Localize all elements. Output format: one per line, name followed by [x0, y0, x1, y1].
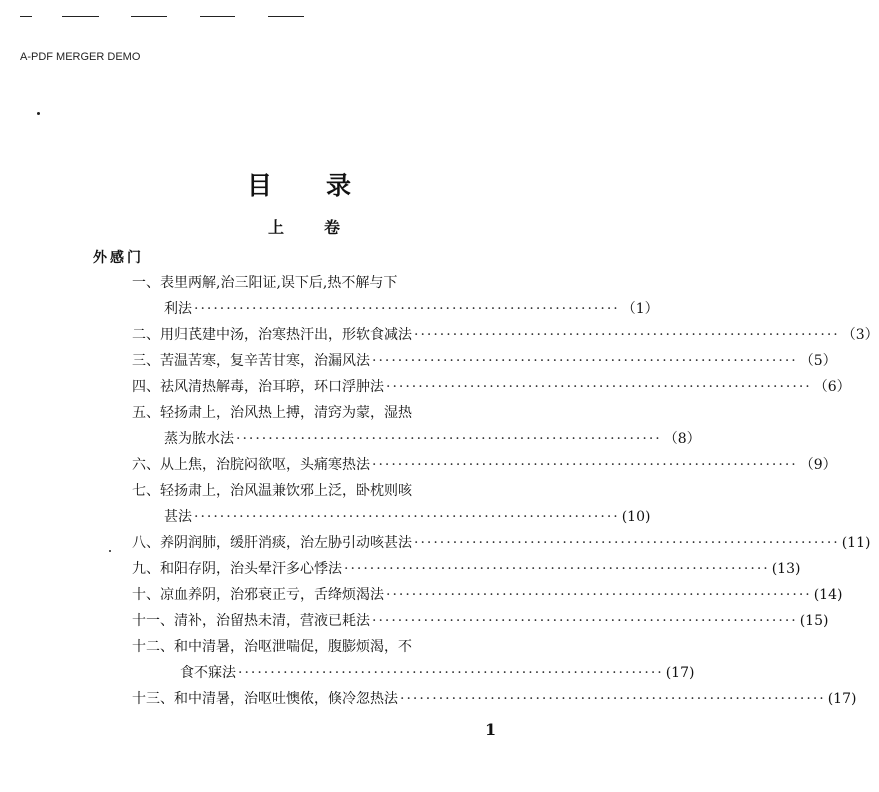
- page-number: 1: [485, 720, 497, 739]
- toc-page-ref: （6）: [813, 379, 851, 395]
- toc-entry-text: 八、养阴润肺，缓肝消痰，治左胁引动咳甚法: [132, 535, 412, 551]
- toc-entry-text: 甚法: [164, 509, 192, 525]
- toc-line: [132, 634, 522, 660]
- leader-dots: ··································································: [194, 509, 620, 525]
- leader-dots: ··································································: [414, 535, 840, 551]
- toc-entry-text: 十三、和中清暑，治呕吐懊侬，倏冷忽热法: [132, 691, 398, 707]
- header-rule-5: [268, 16, 304, 17]
- toc-line: [132, 478, 522, 504]
- toc-line: [132, 400, 522, 426]
- leader-dots: ··································································: [344, 561, 770, 577]
- toc-entry-text: 九、和阳存阴，治头晕汗多心悸法: [132, 561, 342, 577]
- toc-entry-text: 三、苦温苦寒，复辛苦甘寒，治漏风法: [132, 353, 370, 369]
- leader-dots: ··································································: [400, 691, 826, 707]
- toc-entry-text: 二、用归芪建中汤，治寒热汗出，形软食减法: [132, 327, 412, 343]
- scan-speck: [37, 112, 40, 115]
- toc-line: [132, 452, 837, 478]
- header-rule-3: [131, 16, 167, 17]
- toc-entry-text: 七、轻扬肃上，治风温兼饮邪上泛，卧枕则咳: [132, 483, 412, 499]
- section-heading: 外感门: [93, 250, 144, 266]
- watermark-text: A-PDF MERGER DEMO: [20, 51, 141, 63]
- toc-entry-text: 五、轻扬肃上，治风热上搏，清窍为蒙，湿热: [132, 405, 412, 421]
- header-rule-4: [200, 16, 235, 17]
- toc-page-ref: (17): [665, 665, 695, 681]
- toc-line: [132, 374, 851, 400]
- toc-entry-text: 十二、和中清暑，治呕泄喘促，腹膨烦渴，不: [132, 639, 412, 655]
- toc-entry-text: 利法: [164, 301, 192, 317]
- toc-page-ref: (17): [827, 691, 857, 707]
- toc-line: [164, 504, 651, 530]
- toc-line: [132, 322, 879, 348]
- toc-line: [180, 660, 695, 686]
- leader-dots: ··································································: [238, 665, 664, 681]
- leader-dots: ··································································: [386, 587, 812, 603]
- toc-page-ref: （8）: [663, 431, 701, 447]
- toc-page-ref: (14): [813, 587, 843, 603]
- toc-line: [132, 270, 522, 296]
- leader-dots: ··································································: [372, 457, 798, 473]
- toc-entry-text: 一、表里两解,治三阳证,误下后,热不解与下: [132, 275, 398, 291]
- page-title: 目录: [246, 171, 405, 200]
- toc-line: [164, 296, 659, 322]
- toc-entry-text: 蒸为脓水法: [164, 431, 234, 447]
- leader-dots: ··································································: [372, 353, 798, 369]
- volume-heading: 上卷: [267, 218, 380, 237]
- toc-line: [132, 686, 857, 712]
- toc-entry-text: 六、从上焦，治脘闷欲呕，头痛寒热法: [132, 457, 370, 473]
- toc-entry-text: 食不寐法: [180, 665, 236, 681]
- toc-line: [132, 556, 801, 582]
- toc-line: [164, 426, 701, 452]
- toc-page-ref: （3）: [841, 327, 879, 343]
- toc-line: [132, 530, 871, 556]
- scan-speck: [109, 550, 111, 552]
- header-rule-1: [20, 16, 32, 17]
- toc-page-ref: （9）: [799, 457, 837, 473]
- toc-line: [132, 582, 843, 608]
- toc-entry-text: 四、祛风清热解毒，治耳聤，环口浮肿法: [132, 379, 384, 395]
- header-rule-2: [62, 16, 99, 17]
- toc-line: [132, 608, 829, 634]
- leader-dots: ··································································: [236, 431, 662, 447]
- toc-page-ref: (10): [621, 509, 651, 525]
- toc-page-ref: (11): [841, 535, 871, 551]
- leader-dots: ··································································: [372, 613, 798, 629]
- toc-page-ref: （1）: [621, 301, 659, 317]
- leader-dots: ··································································: [414, 327, 840, 343]
- leader-dots: ··································································: [194, 301, 620, 317]
- leader-dots: ··································································: [386, 379, 812, 395]
- toc-page-ref: (13): [771, 561, 801, 577]
- toc-entry-text: 十、凉血养阴，治邪衰正亏，舌绛烦渴法: [132, 587, 384, 603]
- toc-page-ref: (15): [799, 613, 829, 629]
- toc-entry-text: 十一、清补，治留热未清，营液已耗法: [132, 613, 370, 629]
- toc-page-ref: （5）: [799, 353, 837, 369]
- toc-line: [132, 348, 837, 374]
